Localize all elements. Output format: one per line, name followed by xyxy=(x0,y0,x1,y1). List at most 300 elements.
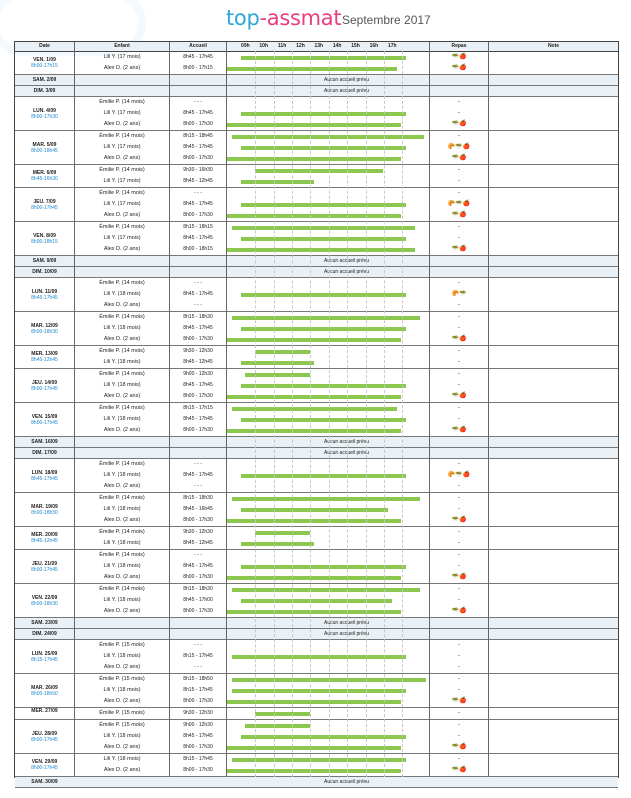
day-cell xyxy=(15,380,74,392)
day-hours: 8h00-17h45 xyxy=(31,385,58,392)
meal-cell xyxy=(430,153,488,164)
col-repas: Repas xyxy=(451,43,467,49)
child-name: Lili Y. (18 mois) xyxy=(103,382,141,388)
child-name: Lili Y. (18 mois) xyxy=(103,687,141,693)
logo-part-top: top xyxy=(226,6,260,30)
day-label: DIM. 24/09 xyxy=(32,631,57,637)
day-hours: 8h00-18h50 xyxy=(31,690,58,697)
no-accueil-text: Aucun accueil prévu xyxy=(323,631,370,637)
fruit-icon: 🍎 xyxy=(462,144,471,150)
day-hours: 8h15-17h45 xyxy=(31,656,58,663)
accueil-time: 8h45 - 16h45 xyxy=(183,506,213,512)
table-row-day xyxy=(15,754,618,777)
day-label: VEN. 15/09 xyxy=(31,413,58,420)
meal-cell xyxy=(430,52,488,63)
day-cell xyxy=(15,142,74,154)
meal-cell xyxy=(430,210,488,221)
accueil-time: 8h00 - 17h15 xyxy=(183,65,213,71)
breakfast-icon: 🥐 xyxy=(451,291,459,297)
child-name: Émilie P. (14 mois) xyxy=(99,405,145,411)
child-name: Lili Y. (18 mois) xyxy=(103,325,141,331)
child-name: Alex D. (2 ans) xyxy=(103,302,141,308)
table-row-weekend xyxy=(15,256,618,267)
accueil-time: 9h00 - 12h30 xyxy=(183,371,213,377)
child-name: Alex D. (2 ans) xyxy=(103,767,141,773)
table-row-day xyxy=(15,550,618,584)
fruit-icon: 🍎 xyxy=(459,121,467,127)
fruit-icon: 🍎 xyxy=(459,427,467,433)
day-label: MER. 20/09 xyxy=(31,532,58,538)
meal-cell: - xyxy=(458,722,460,728)
meal-cell xyxy=(430,199,488,210)
table-row-day xyxy=(15,493,618,527)
attendance-bar xyxy=(241,180,314,184)
accueil-time: 8h45 - 17h45 xyxy=(183,382,213,388)
fruit-icon: 🍎 xyxy=(459,336,467,342)
meal-cell xyxy=(430,244,488,255)
day-cell xyxy=(15,470,74,482)
logo-part-assmat: assmat xyxy=(266,6,342,30)
meal-cell: - xyxy=(458,190,460,196)
hour-label: 09h xyxy=(241,43,250,49)
child-name: Lili Y. (18 mois) xyxy=(103,756,141,762)
attendance-bar xyxy=(241,384,406,388)
hour-label: 11h xyxy=(277,43,287,49)
accueil-time: 8h00 - 17h30 xyxy=(183,212,213,218)
day-hours: 8h00-18h30 xyxy=(31,509,58,516)
schedule-table xyxy=(14,41,619,785)
accueil-time: 9h30 - 12h30 xyxy=(183,529,213,535)
breakfast-icon: 🥐 xyxy=(447,472,456,478)
accueil-time: 9h30 - 12h30 xyxy=(183,710,213,716)
attendance-bar xyxy=(227,338,401,342)
attendance-bar xyxy=(241,203,406,207)
child-name: Émilie P. (15 mois) xyxy=(99,722,145,728)
meal-cell: - xyxy=(458,99,460,105)
attendance-bar xyxy=(241,237,406,241)
attendance-bar xyxy=(255,531,310,535)
no-accueil-text: Aucun accueil prévu xyxy=(323,258,370,264)
accueil-time: 8h00 - 17h30 xyxy=(183,608,213,614)
meal-cell: - xyxy=(458,756,460,762)
accueil-time: 8h15 - 18h45 xyxy=(183,133,213,139)
accueil-time: 8h15 - 17h15 xyxy=(183,405,213,411)
child-name: Lili Y. (18 mois) xyxy=(103,597,141,603)
hour-gridline xyxy=(274,51,276,777)
hour-gridline xyxy=(292,51,294,777)
child-name: Alex D. (2 ans) xyxy=(103,744,141,750)
fruit-icon: 🍎 xyxy=(459,54,467,60)
table-row-day xyxy=(15,674,618,708)
day-cell xyxy=(15,561,74,573)
accueil-time: - - - xyxy=(194,461,202,467)
meal-cell: - xyxy=(458,483,460,489)
child-name: Lili Y. (18 mois) xyxy=(103,359,141,365)
accueil-time: 8h00 - 17h30 xyxy=(183,744,213,750)
fruit-icon: 🍎 xyxy=(459,246,467,252)
table-row-day xyxy=(15,403,618,437)
meal-cell: - xyxy=(458,664,460,670)
accueil-time: - - - xyxy=(194,483,202,489)
meal-icon: 🥗 xyxy=(451,65,459,71)
accueil-time: 8h45 - 17h45 xyxy=(183,144,213,150)
meal-cell: - xyxy=(458,302,460,308)
attendance-bar xyxy=(232,316,420,320)
attendance-bar xyxy=(255,350,310,354)
day-label: LUN. 11/09 xyxy=(31,288,58,295)
meal-icon: 🥗 xyxy=(451,427,459,433)
attendance-bar xyxy=(241,146,406,150)
day-label: MAR. 26/09 xyxy=(31,684,58,691)
hour-label: 14h xyxy=(332,43,342,49)
accueil-time: 8h45 - 17h45 xyxy=(183,235,213,241)
fruit-icon: 🍎 xyxy=(459,744,467,750)
day-cell xyxy=(15,233,74,245)
table-row-day xyxy=(15,165,618,188)
child-name: Lili Y. (18 mois) xyxy=(103,291,141,297)
attendance-bar xyxy=(241,56,406,60)
day-label: DIM. 3/09 xyxy=(33,88,56,94)
accueil-time: 9h00 - 12h30 xyxy=(183,722,213,728)
hour-gridline xyxy=(255,51,257,777)
hour-gridline xyxy=(329,51,331,777)
meal-cell: - xyxy=(458,325,460,331)
meal-icon: 🥗 xyxy=(455,472,463,478)
day-hours: 8h00-18h45 xyxy=(31,147,58,154)
fruit-icon: 🍎 xyxy=(459,767,467,773)
attendance-bar xyxy=(241,474,406,478)
meal-cell xyxy=(430,470,488,481)
child-name: Lili Y. (18 mois) xyxy=(103,472,141,478)
no-accueil-text: Aucun accueil prévu xyxy=(323,450,370,456)
accueil-time: 9h30 - 12h30 xyxy=(183,348,213,354)
table-row-weekend xyxy=(15,75,618,86)
child-name: Alex D. (2 ans) xyxy=(103,121,141,127)
day-cell xyxy=(15,170,74,182)
meal-cell: - xyxy=(458,653,460,659)
meal-cell xyxy=(430,119,488,130)
child-name: Lili Y. (18 mois) xyxy=(103,733,141,739)
day-cell xyxy=(15,351,74,363)
attendance-bar xyxy=(227,576,401,580)
child-name: Alex D. (2 ans) xyxy=(103,608,141,614)
meal-cell: - xyxy=(458,710,460,716)
table-row-day xyxy=(15,640,618,674)
accueil-time: 8h15 - 17h45 xyxy=(183,653,213,659)
day-cell xyxy=(15,504,74,516)
accueil-time: - - - xyxy=(194,552,202,558)
child-name: Émilie P. (14 mois) xyxy=(99,314,145,320)
day-hours: 8h45-12h45 xyxy=(31,357,58,363)
no-accueil-text: Aucun accueil prévu xyxy=(323,779,370,785)
attendance-bar xyxy=(227,123,401,127)
accueil-time: 8h00 - 17h30 xyxy=(183,574,213,580)
child-name: Lili Y. (18 mois) xyxy=(103,416,141,422)
meal-icon: 🥗 xyxy=(451,336,459,342)
meal-icon: 🥗 xyxy=(455,201,463,207)
attendance-bar xyxy=(241,361,314,365)
no-accueil-text: Aucun accueil prévu xyxy=(323,439,370,445)
day-hours: 8h45-16h30 xyxy=(31,176,58,182)
attendance-bar xyxy=(232,689,406,693)
day-cell xyxy=(15,108,74,120)
attendance-bar xyxy=(227,769,401,773)
no-accueil-text: Aucun accueil prévu xyxy=(323,269,370,275)
meal-cell: - xyxy=(458,359,460,365)
meal-cell: - xyxy=(458,552,460,558)
meal-cell: - xyxy=(458,416,460,422)
day-cell xyxy=(15,57,74,69)
accueil-time: 8h15 - 18h30 xyxy=(183,495,213,501)
fruit-icon: 🍎 xyxy=(459,212,467,218)
meal-cell: - xyxy=(458,676,460,682)
day-label: MAR. 19/09 xyxy=(31,503,58,510)
attendance-bar xyxy=(241,112,406,116)
meal-cell: - xyxy=(458,178,460,184)
day-label: JEU. 7/09 xyxy=(33,198,56,205)
meal-icon: 🥗 xyxy=(451,246,459,252)
day-hours: 8h00-18h30 xyxy=(31,600,58,607)
meal-cell: - xyxy=(458,167,460,173)
child-name: Lili Y. (17 mois) xyxy=(103,201,141,207)
accueil-time: 8h45 - 12h45 xyxy=(183,359,213,365)
meal-cell: - xyxy=(458,348,460,354)
logo: top-assmat xyxy=(226,6,342,30)
meal-cell: - xyxy=(458,382,460,388)
child-name: Lili Y. (17 mois) xyxy=(103,54,141,60)
day-hours: 8h45-17h45 xyxy=(31,475,58,482)
day-label: SAM. 16/09 xyxy=(31,439,58,445)
accueil-time: 8h15 - 17h45 xyxy=(183,687,213,693)
day-hours: 8h00-17h45 xyxy=(31,566,58,573)
child-name: Émilie P. (14 mois) xyxy=(99,280,145,286)
child-name: Alex D. (2 ans) xyxy=(103,393,141,399)
hour-label: 13h xyxy=(314,43,324,49)
meal-icon: 🥗 xyxy=(451,54,459,60)
attendance-bar xyxy=(232,655,406,659)
day-label: MER. 6/09 xyxy=(32,170,57,176)
child-name: Alex D. (2 ans) xyxy=(103,698,141,704)
fruit-icon: 🍎 xyxy=(462,472,471,478)
page-header xyxy=(0,0,631,38)
hour-label: 10h xyxy=(259,43,269,49)
meal-cell xyxy=(430,63,488,74)
table-row-day xyxy=(15,584,618,618)
attendance-bar xyxy=(241,599,393,603)
child-name: Émilie P. (14 mois) xyxy=(99,371,145,377)
child-name: Lili Y. (18 mois) xyxy=(103,653,141,659)
hour-label: 16h xyxy=(369,43,379,49)
day-cell xyxy=(15,759,74,771)
day-hours: 8h45-12h45 xyxy=(31,538,58,544)
column-divider xyxy=(429,42,430,777)
meal-icon: 🥗 xyxy=(451,517,459,523)
attendance-bar xyxy=(227,746,401,750)
child-name: Émilie P. (15 mois) xyxy=(99,710,145,716)
meal-cell xyxy=(430,391,488,402)
fruit-icon: 🍎 xyxy=(459,698,467,704)
fruit-icon: 🍎 xyxy=(459,517,467,523)
meal-icon: 🥗 xyxy=(451,698,459,704)
child-name: Émilie P. (14 mois) xyxy=(99,167,145,173)
child-name: Lili Y. (17 mois) xyxy=(103,178,141,184)
day-hours: 8h00-18h15 xyxy=(31,238,58,245)
day-cell xyxy=(15,289,74,301)
meal-icon: 🥗 xyxy=(451,155,459,161)
breakfast-icon: 🥐 xyxy=(447,201,456,207)
meal-cell: - xyxy=(458,314,460,320)
table-row-day xyxy=(15,720,618,754)
day-label: JEU. 21/09 xyxy=(31,560,58,567)
attendance-bar xyxy=(241,327,406,331)
col-note: Note xyxy=(547,43,560,49)
accueil-time: - - - xyxy=(194,642,202,648)
fruit-icon: 🍎 xyxy=(459,393,467,399)
day-hours: 8h00-17h45 xyxy=(31,204,58,211)
accueil-time: 8h15 - 17h45 xyxy=(183,756,213,762)
day-label: MAR. 12/09 xyxy=(31,322,58,329)
child-name: Émilie P. (15 mois) xyxy=(99,676,145,682)
meal-cell: - xyxy=(458,506,460,512)
meal-cell: - xyxy=(458,405,460,411)
hour-gridline xyxy=(310,51,312,777)
accueil-time: - - - xyxy=(194,302,202,308)
day-label: JEU. 14/09 xyxy=(31,379,58,386)
meal-cell xyxy=(430,696,488,707)
child-name: Émilie P. (14 mois) xyxy=(99,190,145,196)
accueil-time: - - - xyxy=(194,99,202,105)
day-label: SAM. 23/09 xyxy=(31,620,58,626)
day-cell xyxy=(15,414,74,426)
accueil-time: 8h15 - 18h30 xyxy=(183,586,213,592)
accueil-time: 8h45 - 17h45 xyxy=(183,110,213,116)
meal-icon: 🥗 xyxy=(451,767,459,773)
fruit-icon: 🍎 xyxy=(459,574,467,580)
meal-cell xyxy=(430,606,488,617)
child-name: Émilie P. (14 mois) xyxy=(99,586,145,592)
day-label: LUN. 18/09 xyxy=(31,469,58,476)
child-name: Alex D. (2 ans) xyxy=(103,427,141,433)
meal-cell: - xyxy=(458,540,460,546)
accueil-time: 8h45 - 12h45 xyxy=(183,178,213,184)
child-name: Alex D. (2 ans) xyxy=(103,664,141,670)
attendance-bar xyxy=(255,712,310,716)
child-name: Alex D. (2 ans) xyxy=(103,65,141,71)
attendance-bar xyxy=(227,157,401,161)
day-label: VEN. 29/09 xyxy=(31,759,58,765)
child-name: Émilie P. (14 mois) xyxy=(99,99,145,105)
attendance-bar xyxy=(227,700,401,704)
day-label: LUN. 25/09 xyxy=(31,650,58,657)
day-cell xyxy=(15,595,74,607)
table-row-weekend xyxy=(15,618,618,629)
day-label: MER. 27/09 xyxy=(31,707,58,714)
child-name: Émilie P. (14 mois) xyxy=(99,552,145,558)
accueil-time: 8h45 - 17h45 xyxy=(183,291,213,297)
meal-cell: - xyxy=(458,371,460,377)
day-cell xyxy=(15,651,74,663)
accueil-time: - - - xyxy=(194,664,202,670)
table-row-weekend xyxy=(15,86,618,97)
child-name: Lili Y. (17 mois) xyxy=(103,110,141,116)
attendance-bar xyxy=(241,565,406,569)
hour-gridline xyxy=(366,51,368,777)
meal-icon: 🥗 xyxy=(451,212,459,218)
attendance-bar xyxy=(227,610,401,614)
hour-gridline xyxy=(402,51,404,777)
accueil-time: 8h00 - 17h30 xyxy=(183,393,213,399)
meal-cell: - xyxy=(458,280,460,286)
meal-cell xyxy=(430,425,488,436)
fruit-icon: 🍎 xyxy=(459,608,467,614)
table-row-weekend xyxy=(15,267,618,278)
month-title: Septembre 2017 xyxy=(342,13,431,27)
meal-cell xyxy=(430,572,488,583)
day-label: JEU. 28/09 xyxy=(31,730,58,737)
attendance-bar xyxy=(232,497,420,501)
meal-icon: 🥗 xyxy=(451,393,459,399)
child-name: Émilie P. (14 mois) xyxy=(99,224,145,230)
day-hours: 8h00-18h30 xyxy=(31,328,58,335)
attendance-bar xyxy=(227,395,401,399)
meal-cell: - xyxy=(458,224,460,230)
table-row-day xyxy=(15,527,618,550)
meal-cell: - xyxy=(458,133,460,139)
meal-cell xyxy=(430,289,488,300)
table-row-day xyxy=(15,97,618,131)
accueil-time: 8h45 - 17h45 xyxy=(183,563,213,569)
accueil-time: 8h45 - 17h45 xyxy=(183,733,213,739)
meal-cell xyxy=(430,765,488,776)
table-row-weekend xyxy=(15,448,618,459)
child-name: Émilie P. (14 mois) xyxy=(99,348,145,354)
accueil-time: - - - xyxy=(194,280,202,286)
hour-label: 12h xyxy=(296,43,305,49)
hour-gridline xyxy=(347,51,349,777)
accueil-time: 8h45 - 17h45 xyxy=(183,416,213,422)
day-label: VEN. 22/09 xyxy=(31,594,58,601)
meal-cell: - xyxy=(458,642,460,648)
no-accueil-text: Aucun accueil prévu xyxy=(323,88,370,94)
child-name: Alex D. (2 ans) xyxy=(103,574,141,580)
day-hours: 8h00-17h45 xyxy=(31,736,58,743)
day-hours: 8h00-17h30 xyxy=(31,113,58,120)
accueil-time: 8h45 - 17h45 xyxy=(183,472,213,478)
child-name: Émilie P. (14 mois) xyxy=(99,133,145,139)
day-cell xyxy=(15,323,74,335)
hour-gridline xyxy=(384,51,386,777)
accueil-time: 8h00 - 17h30 xyxy=(183,698,213,704)
meal-icon: 🥗 xyxy=(451,744,459,750)
accueil-time: 8h45 - 12h45 xyxy=(183,540,213,546)
child-name: Alex D. (2 ans) xyxy=(103,336,141,342)
meal-cell xyxy=(430,334,488,345)
no-accueil-text: Aucun accueil prévu xyxy=(323,620,370,626)
table-row-weekend xyxy=(15,777,618,788)
meal-icon: 🥗 xyxy=(451,121,459,127)
child-name: Émilie P. (14 mois) xyxy=(99,529,145,535)
day-cell xyxy=(15,731,74,743)
meal-cell: - xyxy=(458,597,460,603)
day-label: SAM. 2/09 xyxy=(32,77,57,83)
child-name: Lili Y. (17 mois) xyxy=(103,144,141,150)
table-row-day xyxy=(15,708,618,720)
accueil-time: 8h15 - 18h50 xyxy=(183,676,213,682)
table-row-day xyxy=(15,278,618,312)
day-hours: 8h45-17h45 xyxy=(31,294,58,301)
accueil-time: 8h00 - 17h30 xyxy=(183,336,213,342)
child-name: Lili Y. (18 mois) xyxy=(103,540,141,546)
